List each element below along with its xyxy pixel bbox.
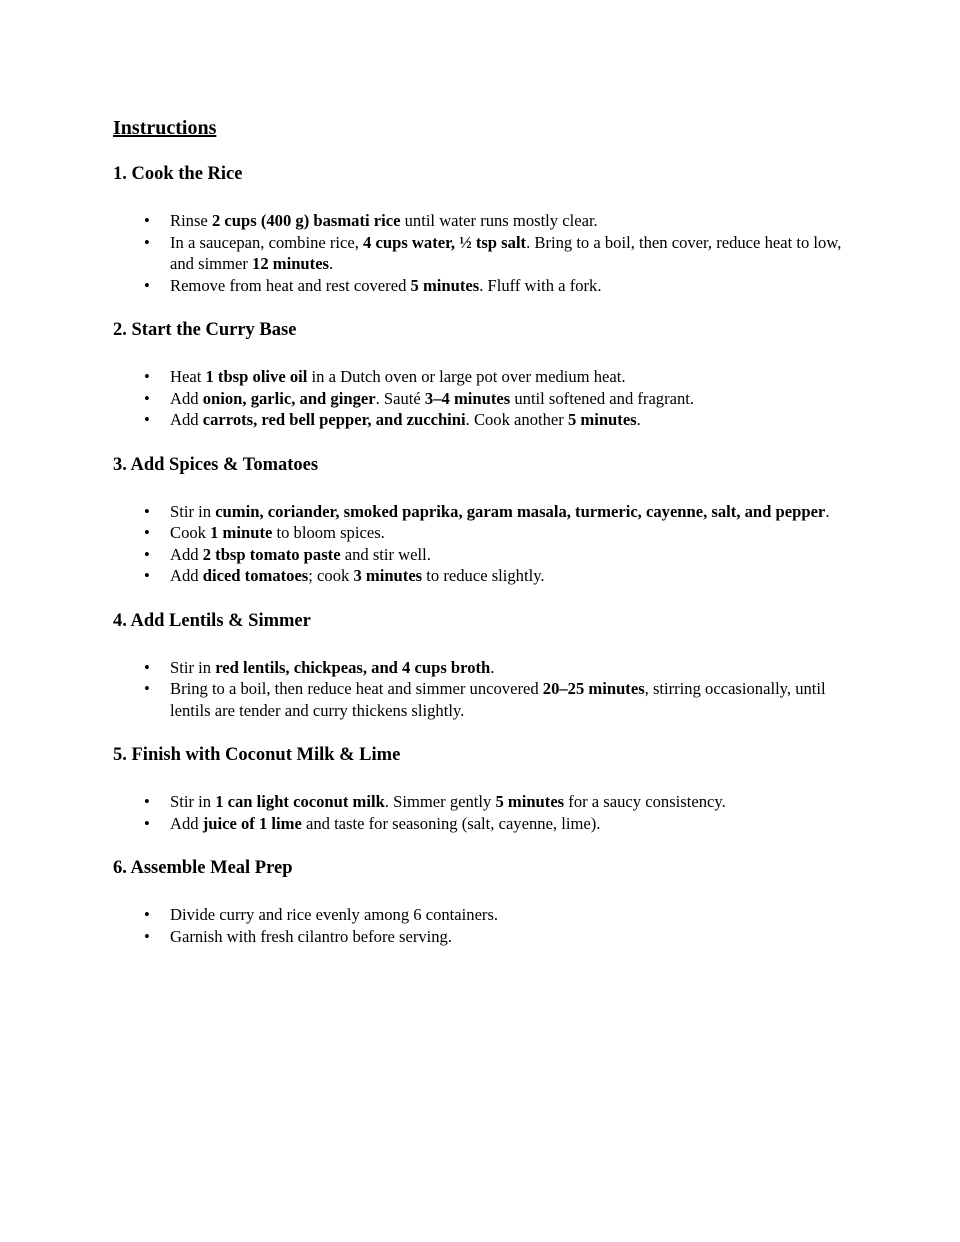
document-title: Instructions <box>113 117 217 139</box>
bold-run: 1 can light coconut milk <box>215 792 385 811</box>
section-heading: 4. Add Lentils & Simmer <box>113 610 311 631</box>
bullet-list <box>113 210 847 296</box>
bullet-list <box>113 501 847 587</box>
bold-run: cumin, coriander, smoked paprika, garam masala, turmeric, cayenne, salt, and pepper <box>215 501 826 521</box>
bold-run: 2 cups (400 g) basmati rice <box>211 211 401 230</box>
text-run: . Bring to a boil, then cover, reduce heat to low, and simmer <box>170 232 842 273</box>
text-run: and taste for seasoning (salt, cayenne, lime). <box>301 813 601 833</box>
text-run: Divide curry and rice evenly among 6 containers. <box>170 905 499 924</box>
text-run: . Simmer gently <box>384 792 496 811</box>
bold-run: 5 minutes <box>495 792 565 811</box>
text-run: Heat <box>170 367 206 386</box>
document-sections <box>113 163 847 947</box>
text-run: in a Dutch oven or large pot over medium heat. <box>307 367 626 386</box>
list-item <box>170 409 847 431</box>
text-run: Add <box>170 813 203 833</box>
list-item <box>170 657 847 679</box>
text-run: until water runs mostly clear. <box>400 211 598 230</box>
list-item <box>170 813 847 835</box>
list-item <box>170 275 847 297</box>
bold-run: onion, garlic, and ginger <box>202 388 376 408</box>
text-run: Add <box>170 544 203 564</box>
section-heading: 1. Cook the Rice <box>113 164 243 184</box>
text-run: . Fluff with a fork. <box>479 275 602 295</box>
bold-run: 5 minutes <box>567 410 637 429</box>
section-heading: 6. Assemble Meal Prep <box>113 858 293 878</box>
bold-run: 12 minutes <box>252 254 330 273</box>
text-run: . <box>825 501 830 521</box>
list-item <box>170 926 847 948</box>
text-run: for a saucy consistency. <box>564 792 726 811</box>
bold-run: juice of 1 lime <box>202 813 302 833</box>
text-run: Bring to a boil, then reduce heat and simmer uncovered <box>170 679 543 698</box>
bold-run: 2 tbsp tomato paste <box>202 544 341 564</box>
text-run: . <box>329 254 334 273</box>
bullet-list <box>113 657 847 722</box>
text-run: , stirring occasionally, until lentils are tender and curry thickens slightly. <box>170 679 826 720</box>
section-heading: 3. Add Spices & Tomatoes <box>113 454 319 475</box>
text-run: Add <box>170 566 203 585</box>
text-run: to reduce slightly. <box>422 566 545 585</box>
text-run: to bloom spices. <box>272 523 385 542</box>
section-heading: 2. Start the Curry Base <box>113 320 297 340</box>
bold-run: 20–25 minutes <box>542 679 645 698</box>
text-run: and stir well. <box>340 544 431 564</box>
text-run: ; cook <box>308 566 354 585</box>
list-item <box>170 232 847 275</box>
text-run: In a saucepan, combine rice, <box>170 232 364 252</box>
list-item <box>170 388 847 410</box>
bold-run: 4 cups water, ½ tsp salt <box>363 232 527 252</box>
section-heading: 5. Finish with Coconut Milk & Lime <box>113 745 401 765</box>
text-run: . Cook another <box>465 410 568 429</box>
bold-run: 3–4 minutes <box>424 388 511 408</box>
text-run: Add <box>170 388 203 408</box>
text-run: Stir in <box>170 792 216 811</box>
bold-run: diced tomatoes <box>202 566 309 585</box>
text-run: Remove from heat and rest covered <box>170 275 411 295</box>
list-item <box>170 210 847 232</box>
bold-run: 1 tbsp olive oil <box>205 367 308 386</box>
list-item <box>170 522 847 544</box>
text-run: . <box>490 657 495 677</box>
text-run: Garnish with fresh cilantro before serving. <box>170 926 453 946</box>
list-item <box>170 791 847 813</box>
bold-run: 1 minute <box>210 523 273 542</box>
text-run: Add <box>170 410 203 429</box>
bold-run: 5 minutes <box>410 275 480 295</box>
bullet-list <box>113 366 847 431</box>
text-run: Stir in <box>170 657 216 677</box>
text-run: . Sauté <box>375 388 425 408</box>
list-item <box>170 904 847 926</box>
list-item <box>170 565 847 587</box>
text-run: until softened and fragrant. <box>510 388 695 408</box>
bullet-list <box>113 791 847 834</box>
text-run: Rinse <box>170 211 212 230</box>
bullet-list <box>113 904 847 947</box>
text-run: Cook <box>170 523 211 542</box>
bold-run: carrots, red bell pepper, and zucchini <box>202 410 466 429</box>
list-item <box>170 366 847 388</box>
list-item <box>170 544 847 566</box>
bold-run: 3 minutes <box>353 566 423 585</box>
list-item <box>170 501 847 523</box>
list-item <box>170 678 847 721</box>
text-run: . <box>636 410 641 429</box>
text-run: Stir in <box>170 501 216 521</box>
bold-run: red lentils, chickpeas, and 4 cups broth <box>215 657 491 677</box>
